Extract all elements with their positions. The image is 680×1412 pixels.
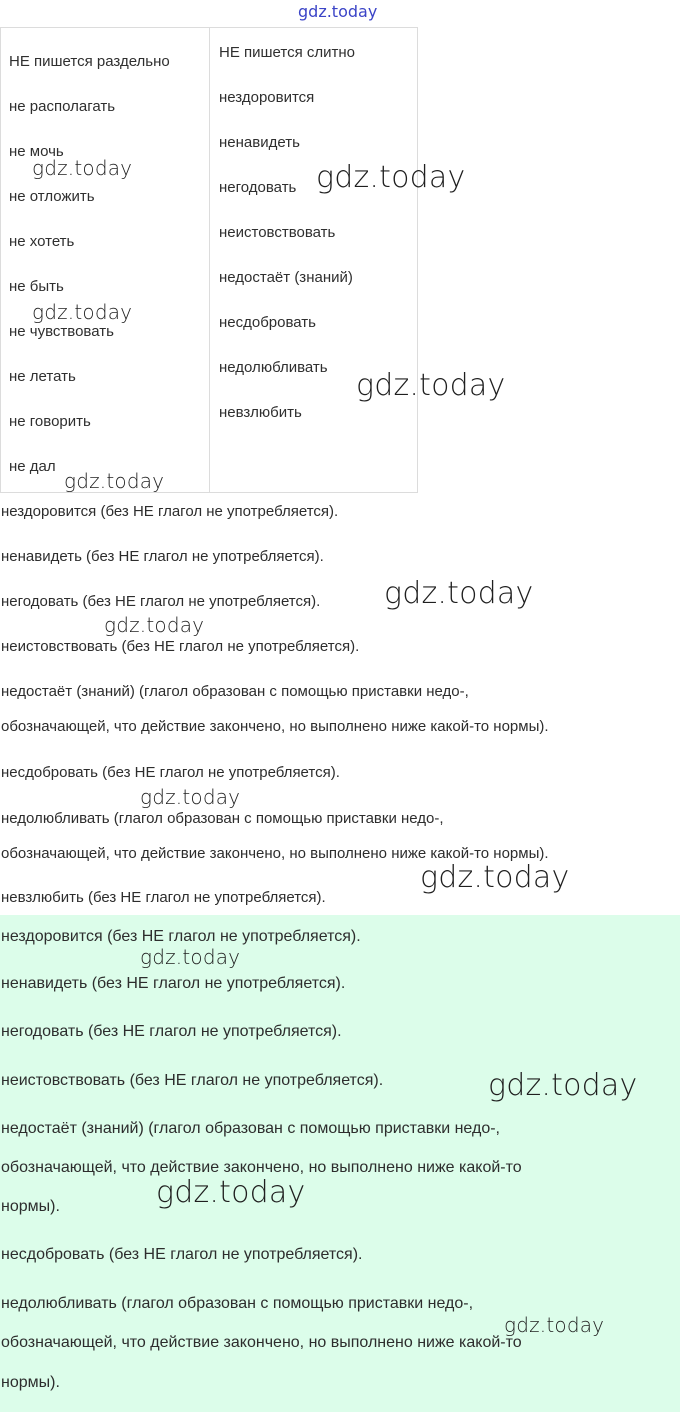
left-item: не хотеть: [9, 233, 75, 250]
watermark: gdz.today: [32, 156, 133, 180]
answer-line: обозначающей, что действие закончено, но выполнено ниже какой-то: [1, 1159, 522, 1176]
right-item: несдобровать: [219, 314, 316, 331]
right-item: нездоровится: [219, 89, 315, 106]
explanation-line: обозначающей, что действие закончено, но выполнено ниже какой-то нормы).: [1, 718, 549, 735]
answer-line: несдобровать (без НЕ глагол не употребляется).: [1, 1246, 363, 1263]
left-item: не отложить: [9, 188, 95, 205]
left-item: не быть: [9, 278, 64, 295]
answer-line: нормы).: [1, 1198, 60, 1215]
explanation-line: обозначающей, что действие закончено, но выполнено ниже какой-то нормы).: [1, 845, 549, 862]
left-item: не располагать: [9, 98, 116, 115]
answer-line: нездоровится (без НЕ глагол не употребляется).: [1, 928, 361, 945]
right-item: ненавидеть: [219, 134, 300, 151]
right-item: невзлюбить: [219, 404, 302, 421]
left-column-header: НЕ пишется раздельно: [9, 53, 170, 70]
watermark: gdz.today: [104, 613, 205, 637]
spelling-table: [0, 27, 418, 493]
watermark: gdz.today: [488, 1068, 638, 1103]
left-item: не летать: [9, 368, 76, 385]
explanation-line: несдобровать (без НЕ глагол не употребляется).: [1, 764, 340, 781]
answer-line: обозначающей, что действие закончено, но выполнено ниже какой-то: [1, 1334, 522, 1351]
answer-line: неистовствовать (без НЕ глагол не употребляется).: [1, 1072, 384, 1089]
left-item: не чувствовать: [9, 323, 114, 340]
table-divider: [209, 28, 210, 492]
watermark: gdz.today: [32, 300, 133, 324]
explanation-line: ненавидеть (без НЕ глагол не употребляется).: [1, 548, 324, 565]
answer-line: недостаёт (знаний) (глагол образован с помощью приставки недо-,: [1, 1120, 500, 1137]
watermark: gdz.today: [504, 1313, 605, 1337]
answer-line: нормы).: [1, 1374, 60, 1391]
explanation-line: невзлюбить (без НЕ глагол не употребляется).: [1, 889, 326, 906]
right-item: недолюбливать: [219, 359, 328, 376]
watermark: gdz.today: [140, 945, 241, 969]
watermark: gdz.today: [156, 1175, 306, 1210]
left-item: не мочь: [9, 143, 64, 160]
explanation-line: недолюбливать (глагол образован с помощью приставки недо-,: [1, 810, 444, 827]
explanation-line: негодовать (без НЕ глагол не употребляется).: [1, 593, 321, 610]
explanation-line: недостаёт (знаний) (глагол образован с помощью приставки недо-,: [1, 683, 469, 700]
answer-line: негодовать (без НЕ глагол не употребляется).: [1, 1023, 342, 1040]
watermark: gdz.today: [64, 469, 165, 493]
watermark: gdz.today: [420, 860, 570, 895]
answer-block: [0, 915, 680, 1412]
left-item: не дал: [9, 458, 56, 475]
right-column-header: НЕ пишется слитно: [219, 44, 356, 61]
explanation-line: неистовствовать (без НЕ глагол не употребляется).: [1, 638, 360, 655]
watermark: gdz.today: [316, 160, 466, 195]
answer-line: недолюбливать (глагол образован с помощью приставки недо-,: [1, 1295, 474, 1312]
right-item: недостаёт (знаний): [219, 269, 353, 286]
right-item: негодовать: [219, 179, 297, 196]
watermark: gdz.today: [384, 576, 534, 611]
answer-line: ненавидеть (без НЕ глагол не употребляется).: [1, 975, 346, 992]
explanation-line: нездоровится (без НЕ глагол не употребляется).: [1, 503, 339, 520]
right-item: неистовствовать: [219, 224, 336, 241]
site-logo: gdz.today: [298, 2, 378, 21]
watermark: gdz.today: [140, 785, 241, 809]
left-item: не говорить: [9, 413, 91, 430]
watermark: gdz.today: [356, 368, 506, 403]
